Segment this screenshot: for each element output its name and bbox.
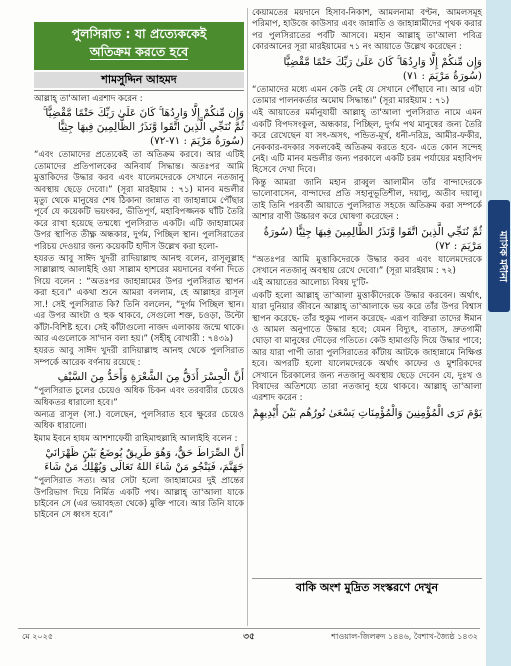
right-arabic-verse: وَإِن مِّنكُمْ إِلَّا وَارِدُهَا ۚ كَانَ عَلَىٰ رَبِّكَ حَتْمًا مَّقْضِيًّا (سُورَةُ مَرْيَمَ : ٧١) [283,55,482,82]
continued-note: বাকি অংশ মুদ্রিত সংস্করণে দেখুন [252,578,482,597]
left-arabic-verse: وَإِن مِّنكُمْ إِلَّا وَارِدُهَا ۚ كَانَ عَلَىٰ رَبِّكَ حَتْمًا مَّقْضِيًّا ۚ ثُمَّ نُنَجِّي الَّذِينَ اتَّقَوا وَّنَذَرُ الظَّالِمِينَ فِيهَا جِثِيًّا (سُورَةُ مَرْيَمَ : ٧١-٧٢) [42,107,244,148]
column-divider [247,8,248,626]
page-number: ৩৫ [243,632,255,642]
right-paragraph: “অতঃপর আমি মুত্তাকিদেরকে উদ্ধার করব এবং যালেমদেরকে সেখানে নতজানু অবস্থায় রেখে দেবো।” (সূরা মারইয়াম : ৭২) [252,254,482,276]
left-paragraph: অন্যত্র রাসূল (সা.) বলেছেন, পুলসিরাত হবে ক্ষুরের চেয়েও অধিক ধারালো। [34,409,244,432]
article-title-line2: অতিক্রম করতে হবে [89,44,189,59]
right-paragraph: এই আয়াতের মর্মানুযায়ী আল্লাহ্ তা'আলা পুলসিরাত নামে এমন একটি বিপদসংকুল, অন্ধকার, পিচ্ছিল, দুর্গম পথ মানুষের জন্য তৈরি করে রেখেছেন যা সৎ-অসৎ, পন্ডিত-মূর্খ, ধনী-দরিদ্র, আমীর-ফকীর, নেককার-বদকার সকলকেই অতিক্রম করতে হবে- এতে কোন সন্দেহ নেই। এটি মানব মন্ডলীর জন্য পরকালে একটি চরম পর্যায়ের মহাবিপদ হিসেবে দেখা দিবে। [252,108,482,176]
title-rule [34,90,244,91]
left-paragraph: “পুলসিরাত সত্য। আর সেটা হলো জাহান্নামের দুই প্রান্তের উপরিভাগ দিয়ে নির্মিত একটি পথ। আল্লাহ্ তা'আলা যাকে চাইবেন সে (এর ভয়াবহতা থেকে) মুক্তি পাবে। আর তিনি যাকে চাইবেন সে ধ্বংস হবে।” [34,476,244,521]
magazine-logo-text: মাসিক মদীনা [497,230,508,282]
left-column [34,94,244,523]
author-name: শামসুদ্দিন আহমদ [34,72,244,88]
right-arabic-verse: ثُمَّ نُنَجِّي الَّذِينَ اتَّقَوا وَّنَذَرُ الظَّالِمِينَ فِيهَا جِثِيًّا (سُورَةُ مَرْيَمَ : ٧٢) [263,225,482,252]
right-arabic-verse: يَوْمَ تَرَى الْمُؤْمِنِينَ وَالْمُؤْمِنَاتِ يَسْعَىٰ نُورُهُم بَيْنَ أَيْدِيهِمْ [252,406,482,419]
article-title-line2-wrap [34,43,244,61]
left-paragraph: হযরত আবু সাঈদ খুদরী রাদিয়াল্লাহু আনহু বলেন, রাসূলুল্লাহ সাল্লাল্লাহু আলাইহি ওয়া সাল্লাম হাশরের ময়দানের বর্ণনা দিতে গিয়ে বলেন : “অতঃপর জাহান্নামের উপর পুলসিরাত স্থাপন করা হবে।” একথা শুনে আমরা বললাম, হে আল্লাহর রাসূল সা.! সেই পুলসিরাত কি? তিনি বললেন, “দুর্গম পিচ্ছিল স্থান। এর উপর আংটা ও হুক থাকবে, সেগুলো শক্ত, চওড়া, উল্টো কাঁটা-বিশিষ্ট হবে। সেই কাঁটাগুলো নাজদ এলাকায় জন্মে থাকে। আর এগুলোকে সা'দান বলা হয়।” (সহীহ্ বোখারী : ৭৪৩৯) [34,254,244,344]
left-paragraph: “পুলসিরাত চুলের চেয়েও অধিক চিকন এবং তরবারীর চেয়েও অধিকতর ধারালো হবে।” [34,386,244,408]
article-title-line1: পুলসিরাত : যা প্রত্যেককেই [71,26,207,41]
footer-issue-date: মে ২০২৫ [22,632,54,641]
left-paragraph: ইমাম ইবনে হাযম আশশাফেয়ী রাহিমাহুল্লাহি আলাইহি বলেন : [34,433,238,444]
article-title-box [34,22,244,70]
right-paragraph: এই আয়াতের আলোচ্য বিষয় দু'টি- [252,278,369,289]
left-paragraph: হযরত আবু সাঈদ খুদরী রাদিয়াল্লাহু আনহু থেকে পুলসিরাত সম্পর্কে আরেক বর্ণনায় রয়েছে : [34,346,244,368]
left-arabic-verse: أَنَّ الصِّرَاطَ حَقٌّ، وَهُوَ طَرِيقٌ يُوضَعُ بَيْنَ ظَهْرَانَيْ جَهَنَّمَ، فَيَنْجُو مَنْ شَاءَ اللهُ تَعَالَى وَيُهْلِكُ مَنْ شَاءَ [44,447,244,474]
right-paragraph: কিন্তু আমরা জানি মহান রাব্বুল আলামীন তাঁর বান্দাদেরকে ভালোবাসেন, বান্দাদের প্রতি সহানুভূতিশীল, দয়ালু, অতীব দয়ালু। তাই তিনি পরবর্তী আয়াতে পুলসিরাত সহজে অতিক্রম করা সম্পর্কে আশার বাণী উচ্চারণ করে ঘোষণা করেছেন : [252,177,482,223]
magazine-logo [488,200,510,312]
left-paragraph: আল্লাহ্ তা'আলা এরশাদ করেন : [34,94,143,104]
right-paragraph: একটি হলো আল্লাহ্ তা'আলা মুত্তাকীদেরকে উদ্ধার করবেন। অর্থাৎ, যারা দুনিয়ার জীবনে আল্লাহ্ তা'আলাকে ভয় করে তাঁর উপর বিশ্বাস স্থাপন করেছে- তাঁর হুকুম পালন করেছে- এরূপ ব্যক্তিরা তাদের ঈমান ও আমল অনুপাতে উদ্ধার হবে; যেমন বিদ্যুৎ, বাতাস, দ্রুতগামী ঘোড়া বা মানুষের দৌড়ের গতিতে। কেউ হামাগুড়ি দিয়ে উদ্ধার পাবে; আর যারা পাপী তারা পুলসিরাতের কাঁটায় আটকে জাহান্নামে নিক্ষিপ্ত হবে। অপরটি হলো যালেমদেরকে অর্থাৎ কাফের ও মুশরিকদের সেখানে চিরকালের জন্য নতজানু অবস্থায় ছেড়ে দেবেন যে, দুঃখ ও বিষাদের অতিশয্যে তারা নতজানু হয়ে থাকবে। আল্লাহ্ তা'আলা এরশাদ করেন : [252,290,482,404]
left-paragraph: “এবং তোমাদের প্রত্যেকেই তা অতিক্রম করবে। আর এটিই তোমাদের প্রতিপালকের অনিবার্য সিদ্ধান্ত। অতঃপর আমি মুত্তাকিদের উদ্ধার করব এবং যালেমদেরকে সেখানে নতজানু অবস্থায় ছেড়ে দেবো।” (সূরা মারইয়াম : ৭১) মানব মন্ডলীর মৃত্যু থেকে মানুষের শেষ ঠিকানা জান্নাত বা জাহান্নামে পৌঁছার পূর্বে যে কয়েকটি ভয়ংকর, ভীতিপূর্ণ, মহাবিপজ্জনক ঘাঁটি তৈরি করে রাখা হয়েছে তন্মধ্যে পুলসিরাত একটি। এটি জাহান্নামের উপর স্থাপিত তীক্ষ্ণ অন্ধকার, দুর্গম, পিচ্ছিল স্থান। পুলসিরাতের পরিচয় দেওয়ার জন্য কয়েকটি হাদীস উল্লেখ করা হলো- [34,150,244,252]
right-paragraph: “তোমাদের মধ্যে এমন কেউ নেই যে সেখানে পৌঁছাবে না। আর এটা তোমার পালনকর্তার অমোঘ সিদ্ধান্ত।” (সূরা মারইয়াম : ৭১) [252,84,482,107]
left-arabic-verse: أَنَّ الْجِسْرَ أَدَقُّ مِنَ الشَّعْرَةِ وَأَحَدُّ مِنَ السَّيْفِ [57,371,244,384]
footer-hijri-date: শাওয়াল-জিলক্বদ ১৪৪৬, বৈশাখ-জ্যৈষ্ঠ ১৪৩২ [331,632,478,641]
page-footer [18,628,480,645]
right-column [252,8,482,422]
side-margin-strip [486,0,511,666]
right-paragraph: কেয়ামতের ময়দানে হিসাব-নিকাশ, আমলনামা বণ্টন, আমলসমূহ পরিমাপ, হাউজে কাউসার এবং জান্নাতি ও জাহান্নামীদের পৃথক করার পর পুলসিরাতের পর্বটি আসবে। মহান আল্লাহ্ তা'আলা পবিত্র কোরআনের সূরা মারইয়ামের ৭১ নং আয়াতে উল্লেখ করেছেন : [252,8,482,53]
